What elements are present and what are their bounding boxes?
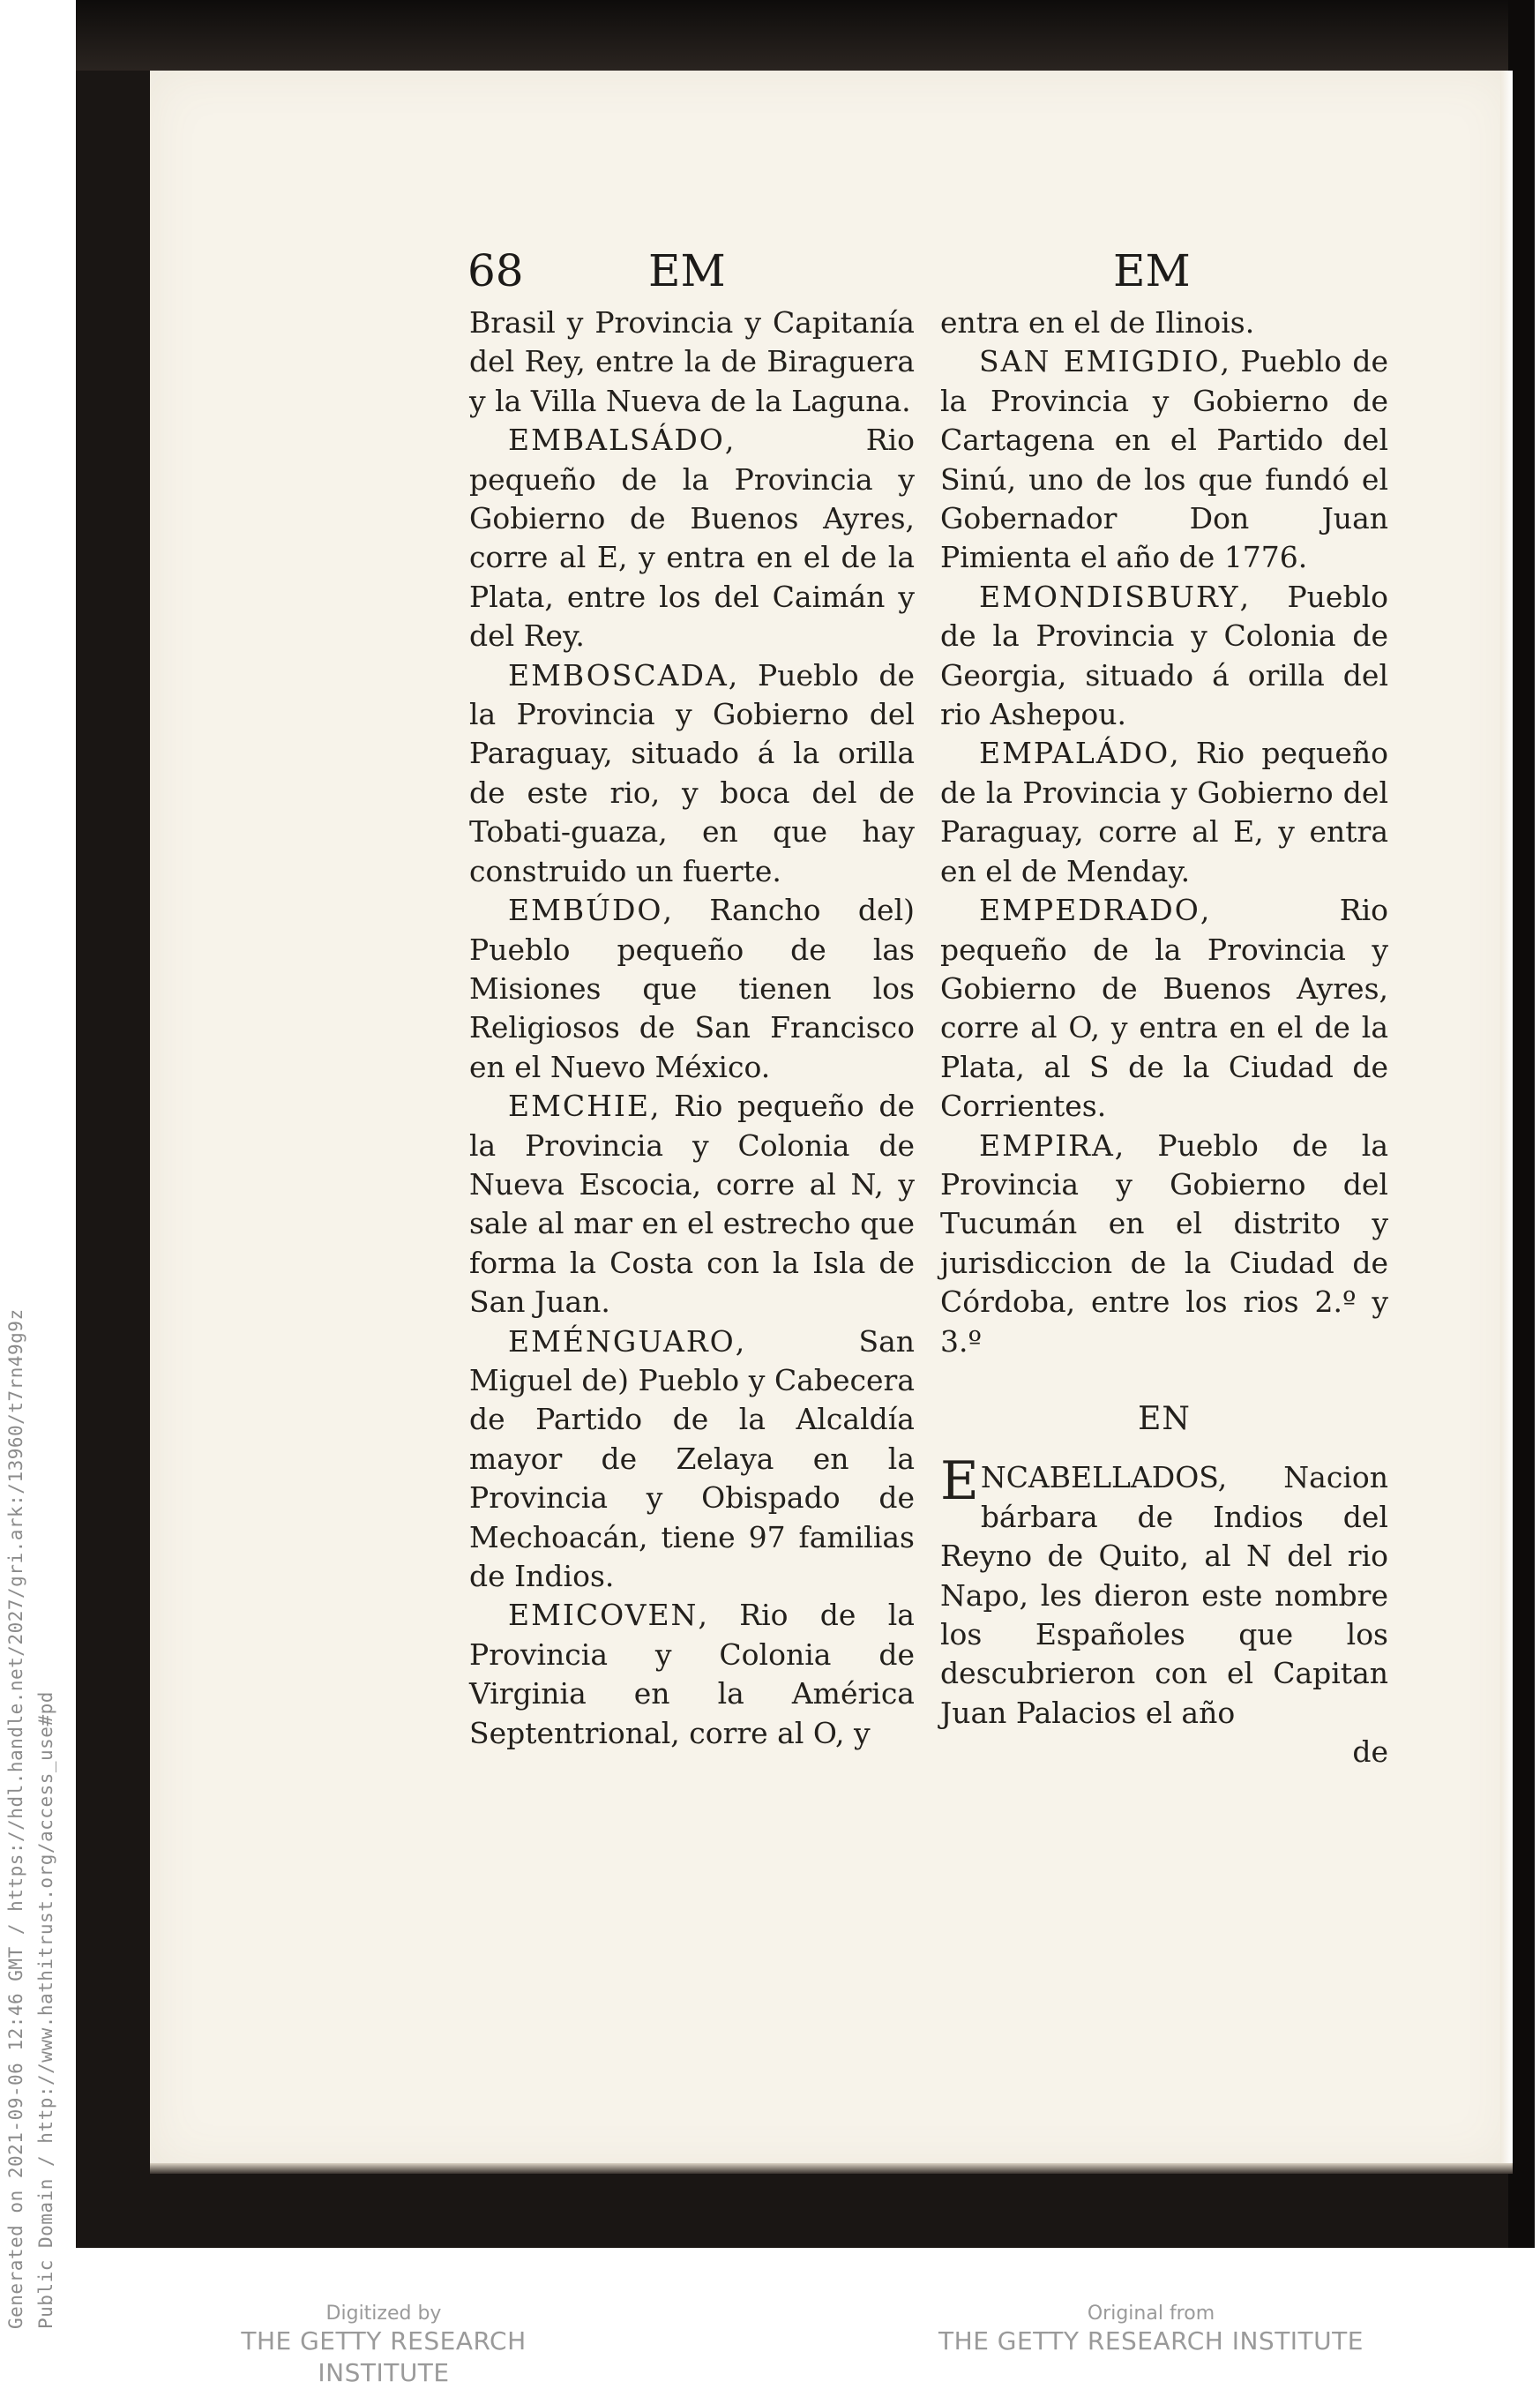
credit-institution: THE GETTY RESEARCH INSTITUTE [938, 2326, 1364, 2355]
dictionary-entry [469, 656, 915, 891]
entry-headword: EMICOVEN [508, 1598, 699, 1633]
page-fold-shade [1500, 71, 1513, 2168]
continuation-text: entra en el de Ilinois. [940, 305, 1255, 340]
watermark-generated-line: Generated on 2021-09-06 12:46 GMT / https://hdl.handle.net/2027/gri.ark:/13960/t7rn49g9z [5, 1308, 26, 2329]
dictionary-entry [940, 891, 1388, 1126]
entry-text: , Pueblo de la Provincia y Gobierno del Tucumán en el distrito y jurisdiccion de la Ciudad de Córdoba, entre los rios 2.º y 3.º [940, 1127, 1388, 1359]
running-head-right: EM [1113, 245, 1191, 296]
dictionary-entry [940, 734, 1388, 891]
entry-headword: EMBALSÁDO [508, 423, 725, 458]
entry-text: , Pueblo de la Provincia y Gobierno del Paraguay, situado á la orilla de este rio, y boca del de Tobati-guaza, en que hay construido un fuerte. [469, 657, 915, 888]
entry-headword: EMÉNGUARO [508, 1323, 736, 1359]
dictionary-entry [940, 1450, 1388, 1733]
continuation-text: Brasil y Provincia y Capitanía del Rey, entre la de Biraguera y la Villa Nueva de la Laguna. [469, 305, 915, 418]
dictionary-entry [940, 1127, 1388, 1361]
credit-caption: Digitized by [325, 2303, 442, 2325]
entry-headword: EMBÚDO [508, 893, 663, 928]
entry-text: , Nacion bárbara de Indios del Reyno de Quito, al N del rio Napo, les dieron este nombre los Españoles que los descubrieron con el Capitan Juan Palacios el año [940, 1460, 1388, 1730]
dictionary-entry [469, 891, 915, 1087]
drop-cap: E [940, 1450, 979, 1513]
dictionary-entry [469, 1087, 915, 1322]
credit-caption: Original from [1087, 2303, 1215, 2325]
entry-headword: SAN EMIGDIO [979, 344, 1221, 379]
entry-text: , Rio pequeño de la Provincia y Gobierno de Buenos Ayres, corre al E, y entra en el de la Plata, entre los del Caimán y del Rey. [469, 423, 915, 654]
text-column-right [940, 303, 1388, 1772]
dictionary-entry [940, 578, 1388, 735]
page-bottom-edge [150, 2163, 1513, 2174]
original-from-credit [935, 2303, 1367, 2357]
entry-headword: EMBOSCADA [508, 657, 729, 693]
entry-headword: EMPIRA [979, 1127, 1115, 1163]
watermark-license-line: Public Domain / http://www.hathitrust.org/access_use#pd [35, 1691, 56, 2329]
entry-headword: EMPALÁDO [979, 736, 1170, 771]
credit-institution: THE GETTY RESEARCH INSTITUTE [241, 2326, 527, 2387]
entry-text: , Pueblo de la Provincia y Gobierno de Cartagena en el Partido del Sinú, uno de los que fundó el Gobernador Don Juan Pimienta el año de 1776. [940, 344, 1388, 575]
entry-headword: EMPEDRADO [979, 893, 1200, 928]
catchword: de [1352, 1734, 1388, 1770]
page-number: 68 [467, 245, 524, 296]
entry-headword: EMONDISBURY [979, 579, 1240, 614]
entry-text: , Rio pequeño de la Provincia y Gobierno de Buenos Ayres, corre al O, y entra en el de la Plata, al S de la Ciudad de Corrientes. [940, 893, 1388, 1124]
scan-top-edge [76, 0, 1535, 71]
digitized-by-credit [176, 2303, 591, 2389]
dictionary-entry [940, 342, 1388, 577]
entry-text: , Pueblo de la Provincia y Colonia de Georgia, situado á orilla del rio Ashepou. [940, 579, 1388, 732]
entry-headword: NCABELLADOS [980, 1460, 1218, 1495]
dictionary-entry [469, 1596, 915, 1753]
entry-text: , Rio pequeño de la Provincia y Colonia de Nueva Escocia, corre al N, y sale al mar en el estrecho que forma la Costa con la Isla de San Juan. [469, 1089, 915, 1320]
running-head-left: EM [648, 245, 726, 296]
entry-text: , Rancho del) Pueblo pequeño de las Misiones que tienen los Religiosos de San Francisco en el Nuevo México. [469, 893, 915, 1084]
entry-headword: EMCHIE [508, 1089, 651, 1124]
section-heading: EN [1138, 1400, 1191, 1437]
hathitrust-watermark [0, 1129, 71, 2329]
entry-text: , San Miguel de) Pueblo y Cabecera de Partido de la Alcaldía mayor de Zelaya en la Provincia y Obispado de Mechoacán, tiene 97 familias de Indios. [469, 1323, 915, 1593]
dictionary-entry [469, 421, 915, 655]
dictionary-entry [469, 1322, 915, 1597]
text-column-left [469, 303, 915, 1753]
entry-text: , Rio pequeño de la Provincia y Gobierno del Paraguay, corre al E, y entra en el de Menday. [940, 736, 1388, 888]
entry-text: , Rio de la Provincia y Colonia de Virginia en la América Septentrional, corre al O, y [469, 1598, 915, 1750]
